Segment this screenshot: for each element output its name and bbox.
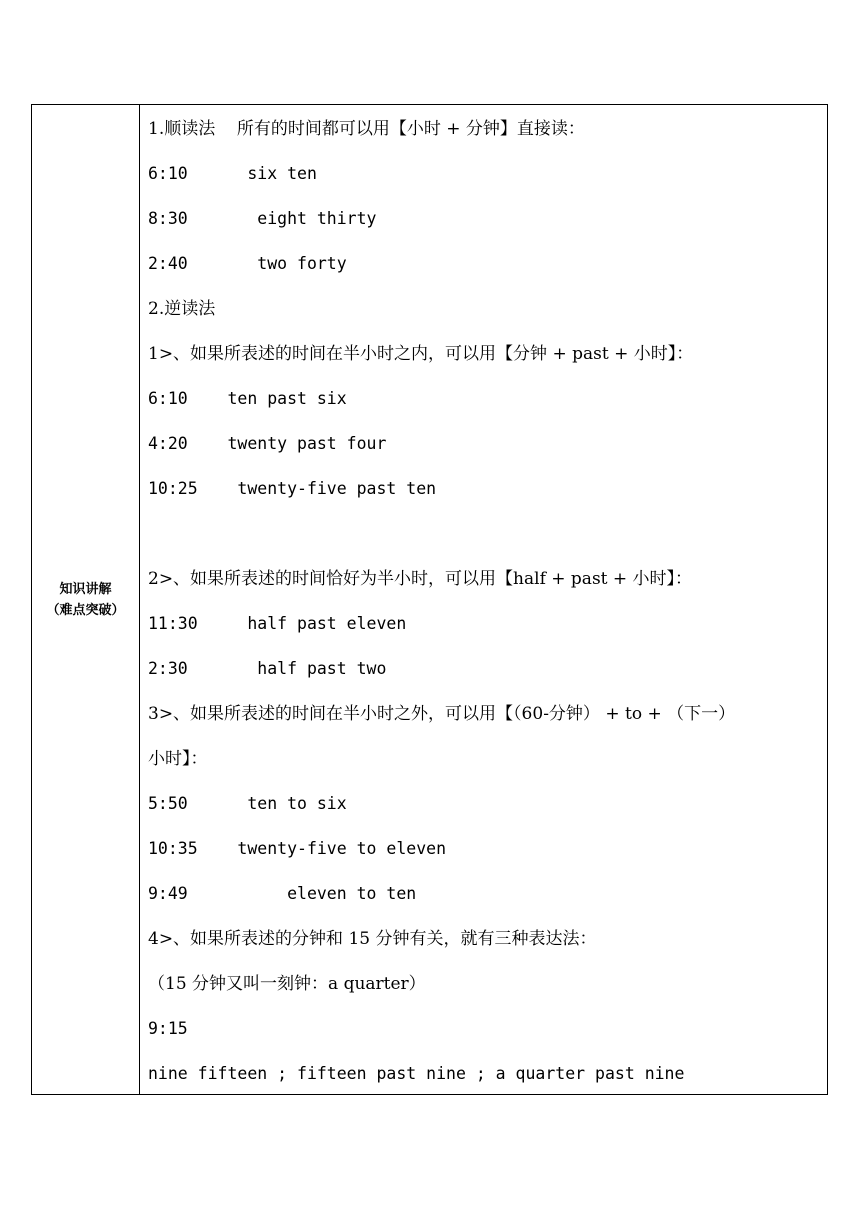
content-line-example: 5:50 ten to six [148,794,347,813]
lesson-table [31,104,828,1095]
content-line-reverse-method: 2.逆读法 [148,299,216,319]
content-line-example: 8:30 eight thirty [148,209,377,228]
content-line-example: 9:15 [148,1019,188,1038]
content-line-note: （15 分钟又叫一刻钟：a quarter） [148,974,426,994]
column-divider [139,105,140,1094]
content-line-example: 11:30 half past eleven [148,614,407,633]
content-line-sequential-method: 1.顺读法 所有的时间都可以用【小时 + 分钟】直接读： [148,119,585,139]
content-line-rule-2: 2>、如果所表述的时间恰好为半小时，可以用【half + past + 小时】： [148,569,693,589]
content-line-example: 9:49 eleven to ten [148,884,417,903]
content-line-example: nine fifteen ; fifteen past nine ; a quarter past nine [148,1064,685,1083]
category-cell [32,105,139,1094]
content-line-example: 4:20 twenty past four [148,434,387,453]
category-title: 知识讲解 [59,581,112,597]
content-line-example: 2:40 two forty [148,254,347,273]
category-subtitle: （难点突破） [46,602,125,618]
content-line-example: 2:30 half past two [148,659,387,678]
content-line-rule-1: 1>、如果所表述的时间在半小时之内，可以用【分钟 + past + 小时】： [148,344,694,364]
content-line-example: 6:10 ten past six [148,389,347,408]
content-line-example: 10:25 twenty-five past ten [148,479,437,498]
content-line-example: 10:35 twenty-five to eleven [148,839,447,858]
content-line-example: 6:10 six ten [148,164,317,183]
content-line-rule-3: 3>、如果所表述的时间在半小时之外，可以用【（60-分钟） + to + （下一） [148,704,736,724]
content-line-rule-3-cont: 小时】： [148,749,208,769]
content-line-rule-4: 4>、如果所表述的分钟和 15 分钟有关，就有三种表达法： [148,929,597,949]
